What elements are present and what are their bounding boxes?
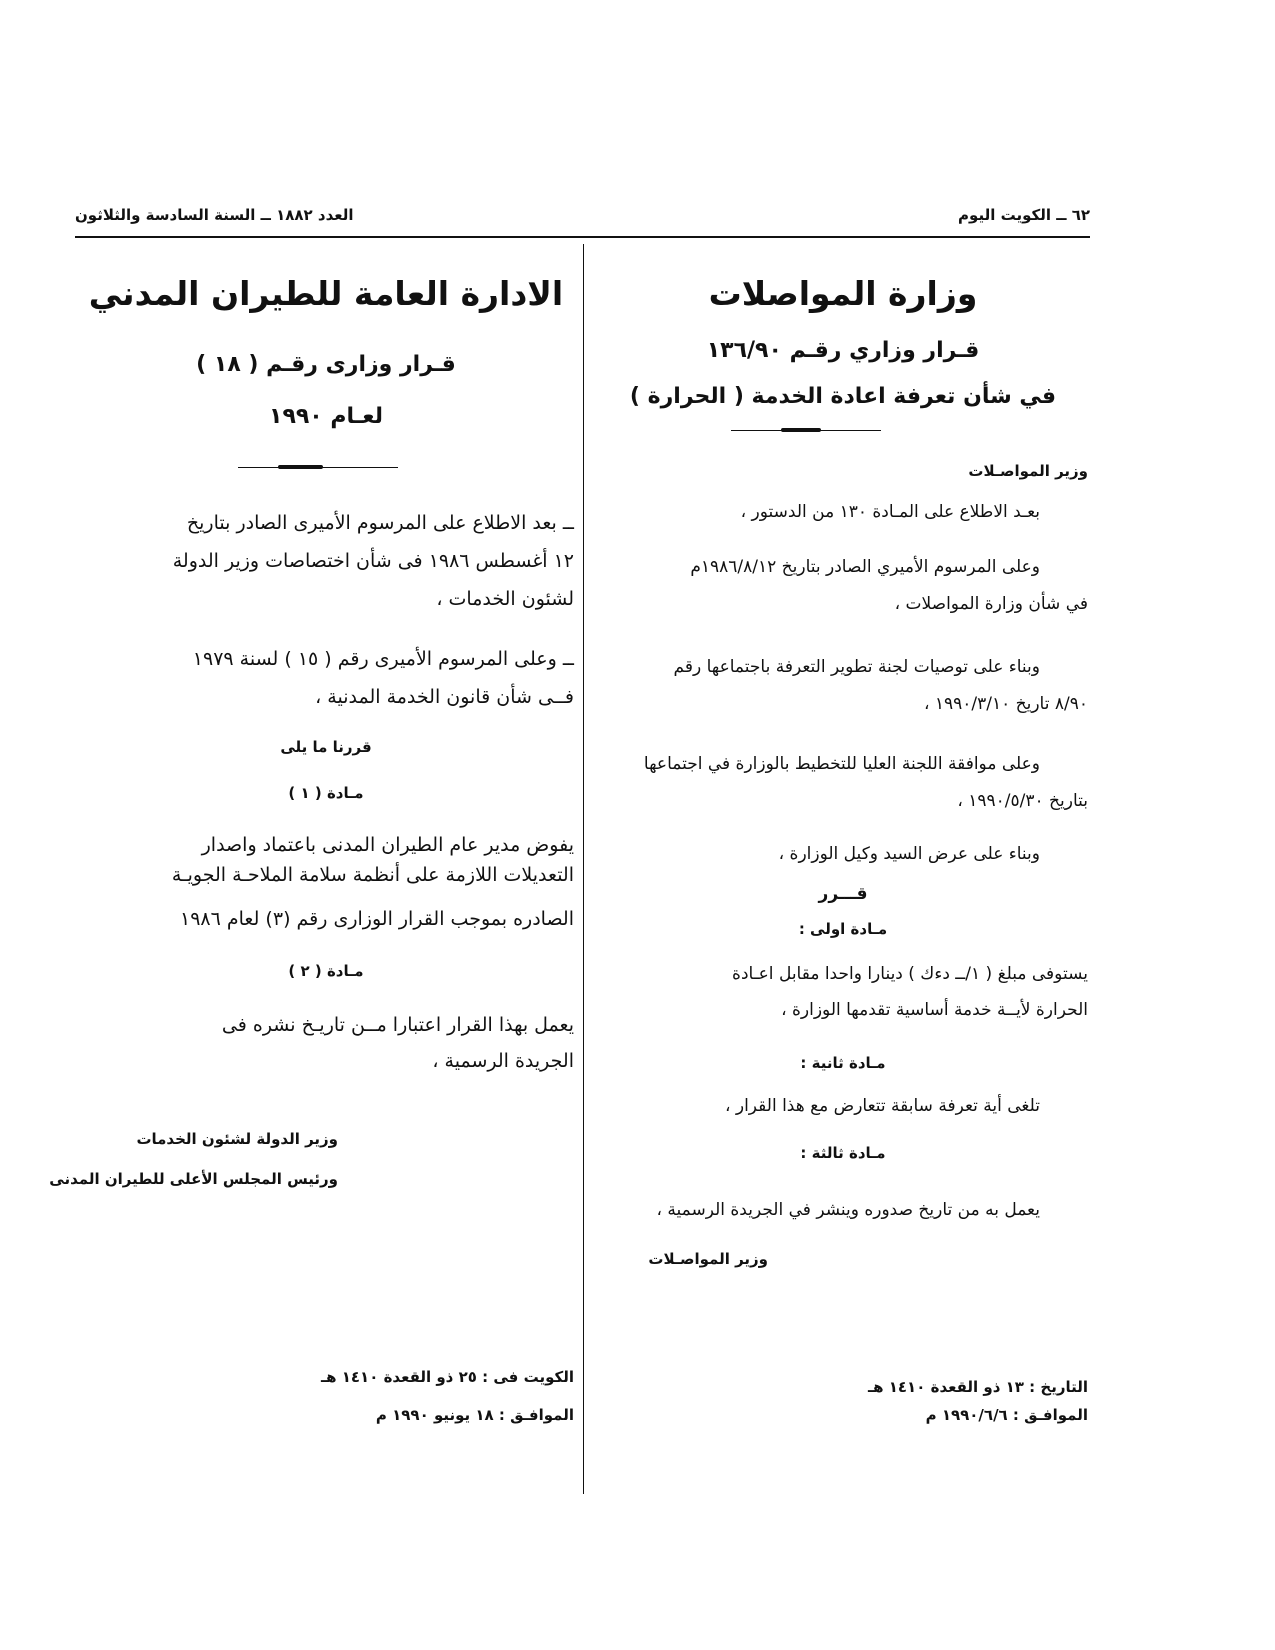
article-1-line: يفوض مدير عام الطيران المدنى باعتماد واصدار: [201, 834, 574, 856]
preamble-line: بتاريخ ١٩٩٠/٥/٣٠ ،: [957, 791, 1088, 811]
decree-title: قـرار وزاري رقـم ١٣٦/٩٠: [706, 338, 980, 363]
article-1-line: التعديلات اللازمة على أنظمة سلامة الملاحـة الجويـة: [171, 864, 574, 886]
date-hijri: التاريخ : ١٣ ذو القعدة ١٤١٠ هـ: [868, 1378, 1088, 1396]
article-1-line: الحرارة لأيــة خدمة أساسية تقدمها الوزارة ،: [781, 1000, 1088, 1020]
preamble-line: وعلى موافقة اللجنة العليا للتخطيط بالوزارة في اجتماعها: [643, 754, 1040, 774]
ministry-heading: وزارة المواصلات: [708, 274, 978, 313]
preamble-line: ٨/٩٠ تاريخ ١٩٩٠/٣/١٠ ،: [923, 694, 1088, 714]
article-2-title: مـادة ( ٢ ): [288, 962, 364, 980]
article-2-line: يعمل بهذا القرار اعتبارا مــن تاريـخ نشره فى: [221, 1014, 574, 1036]
preamble-line: فــى شأن قانون الخدمة المدنية ،: [315, 686, 574, 708]
article-3-text: يعمل به من تاريخ صدوره وينشر في الجريدة الرسمية ،: [656, 1200, 1040, 1220]
article-1-line: الصادره بموجب القرار الوزارى رقم (٣) لعام ١٩٨٦: [180, 908, 574, 930]
issuer-heading: وزير المواصـلات: [968, 462, 1088, 480]
date-hijri: الكويت فى : ٢٥ ذو القعدة ١٤١٠ هـ: [320, 1368, 574, 1386]
preamble-line: لشئون الخدمات ،: [436, 588, 574, 610]
article-1-line: يستوفى مبلغ ( ١/ــ دءك ) دينارا واحدا مقابل اعـادة: [732, 964, 1088, 984]
preamble-line: وعلى المرسوم الأميري الصادر بتاريخ ١٩٨٦/٨/١٢م: [690, 557, 1040, 577]
issue-number-year: العدد ١٨٨٢ ــ السنة السادسة والثلاثون: [75, 206, 354, 224]
decided-heading: قررنا ما يلى: [280, 738, 372, 756]
date-gregorian: الموافـق : ١٨ يونيو ١٩٩٠ م: [375, 1406, 574, 1424]
preamble-line: في شأن وزارة المواصلات ،: [894, 594, 1088, 614]
article-2-line: الجريدة الرسمية ،: [432, 1050, 574, 1072]
signature-title: ورئيس المجلس الأعلى للطيران المدنى: [49, 1170, 338, 1188]
decree-year: لعـام ١٩٩٠: [269, 404, 383, 429]
title-divider: [731, 427, 881, 435]
date-gregorian: الموافـق : ١٩٩٠/٦/٦ م: [925, 1406, 1088, 1424]
preamble-line: بعـد الاطلاع على المـادة ١٣٠ من الدستور ،: [740, 502, 1040, 522]
article-1-title: مـادة اولى :: [798, 920, 888, 938]
preamble-line: وبناء على عرض السيد وكيل الوزارة ،: [778, 844, 1040, 864]
title-divider: [238, 464, 398, 472]
authority-heading: الادارة العامة للطيران المدني: [88, 274, 564, 313]
header-rule: [75, 236, 1090, 238]
article-2-title: مـادة ثانية :: [800, 1054, 886, 1072]
decree-subject: في شأن تعرفة اعادة الخدمة ( الحرارة ): [629, 384, 1057, 409]
decides-heading: قـــرر: [818, 884, 868, 904]
preamble-line: ١٢ أغسطس ١٩٨٦ فى شأن اختصاصات وزير الدولة: [172, 550, 574, 572]
civil-aviation-decree-column: [49, 244, 574, 1494]
column-divider: [583, 244, 584, 1494]
minister-signature: وزير المواصـلات: [648, 1250, 768, 1268]
preamble-line: وبناء على توصيات لجنة تطوير التعرفة باجتماعها رقم: [673, 657, 1040, 677]
decree-title: قـرار وزارى رقـم ( ١٨ ): [196, 352, 456, 377]
preamble-line: ــ وعلى المرسوم الأميرى رقم ( ١٥ ) لسنة ١٩٧٩: [192, 648, 574, 670]
ministry-decree-column: [598, 244, 1088, 1494]
article-1-title: مـادة ( ١ ): [288, 784, 364, 802]
page-number-publication: ٦٢ ــ الكويت اليوم: [958, 206, 1090, 224]
signature-title: وزير الدولة لشئون الخدمات: [136, 1130, 338, 1148]
article-3-title: مـادة ثالثة :: [800, 1144, 886, 1162]
page-header: [75, 206, 1090, 232]
preamble-line: ــ بعد الاطلاع على المرسوم الأميرى الصادر بتاريخ: [186, 512, 574, 534]
article-2-text: تلغى أية تعرفة سابقة تتعارض مع هذا القرار ،: [724, 1096, 1040, 1116]
